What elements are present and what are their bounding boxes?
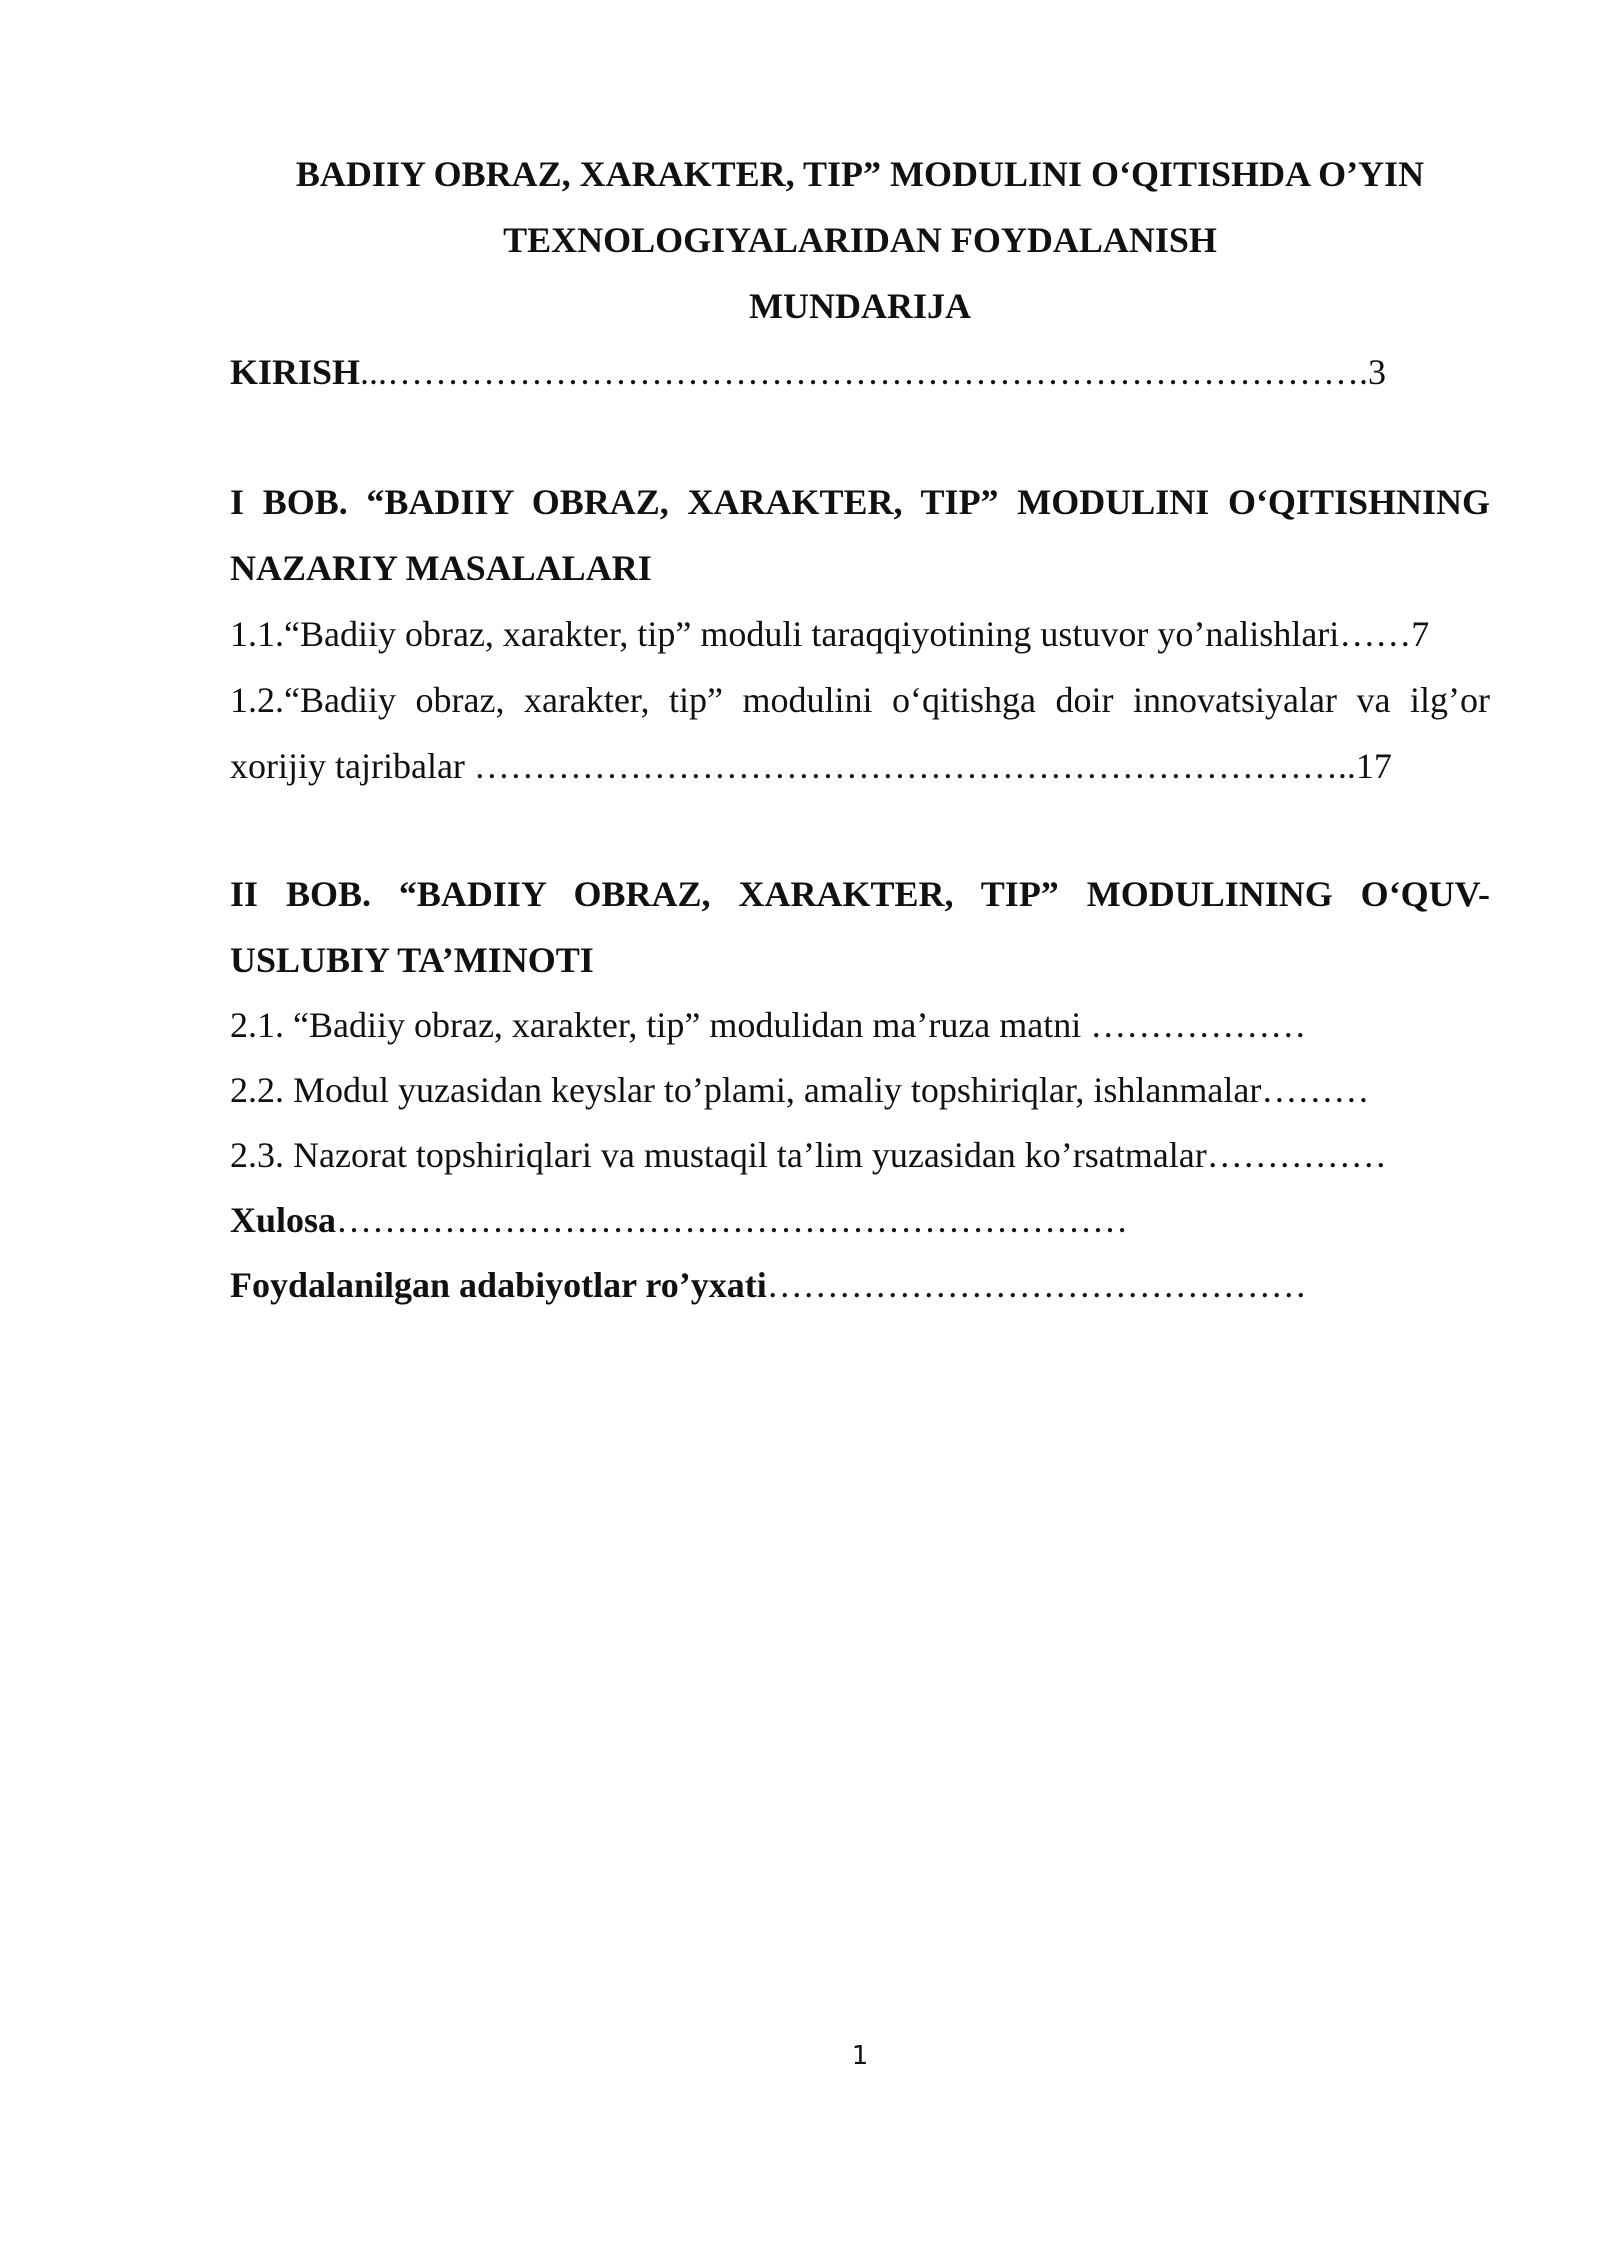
- toc-item-1-1: 1.1.“Badiiy obraz, xarakter, tip” moduli taraqqiyotining ustuvor yo’nalishlari……7: [230, 614, 1430, 654]
- toc-chapter-1-title-line-2: NAZARIY MASALALARI: [230, 548, 652, 588]
- toc-entry-intro: [230, 350, 1386, 394]
- document-title-line-2: TEXNOLOGIYALARIDAN FOYDALANISH: [503, 220, 1217, 260]
- toc-conclusion-label: Xulosa: [230, 1200, 337, 1240]
- toc-item-1-2-line-2: xorijiy tajribalar ………………………………………………………………..17: [230, 746, 1392, 786]
- toc-intro-leader: ...……………………………………………………………………….3: [360, 352, 1387, 392]
- toc-entry-references: [230, 1263, 1307, 1307]
- toc-references-leader: ………………………………………: [766, 1265, 1307, 1305]
- toc-item-2-1: 2.1. “Badiiy obraz, xarakter, tip” modulidan ma’ruza matni ………………: [230, 1005, 1307, 1045]
- toc-item-1-2-line-1: 1.2.“Badiiy obraz, xarakter, tip” modulini o‘qitishga doir innovatsiyalar va ilg’or: [230, 680, 1490, 720]
- toc-references-label: Foydalanilgan adabiyotlar ro’yxati: [230, 1265, 767, 1305]
- document-title-line-1: BADIIY OBRAZ, XARAKTER, TIP” MODULINI O‘QITISHDA O’YIN: [295, 154, 1425, 194]
- toc-entry-conclusion: [230, 1198, 1128, 1242]
- toc-item-2-2: 2.2. Modul yuzasidan keyslar to’plami, amaliy topshiriqlar, ishlanmalar………: [230, 1070, 1370, 1110]
- page-number: 1: [851, 2041, 869, 2071]
- toc-intro-label: KIRISH: [230, 352, 361, 392]
- toc-chapter-2-title-line-2: USLUBIY TA’MINOTI: [230, 940, 594, 980]
- contents-heading: MUNDARIJA: [749, 286, 971, 326]
- toc-chapter-2-title-line-1: II BOB. “BADIIY OBRAZ, XARAKTER, TIP” MODULINING O‘QUV-: [230, 874, 1490, 914]
- toc-conclusion-leader: …………………………………………………………: [336, 1200, 1129, 1240]
- toc-item-2-3: 2.3. Nazorat topshiriqlari va mustaqil ta’lim yuzasidan ko’rsatmalar……………: [230, 1135, 1387, 1175]
- toc-chapter-1-title-line-1: I BOB. “BADIIY OBRAZ, XARAKTER, TIP” MODULINI O‘QITISHNING: [230, 482, 1490, 522]
